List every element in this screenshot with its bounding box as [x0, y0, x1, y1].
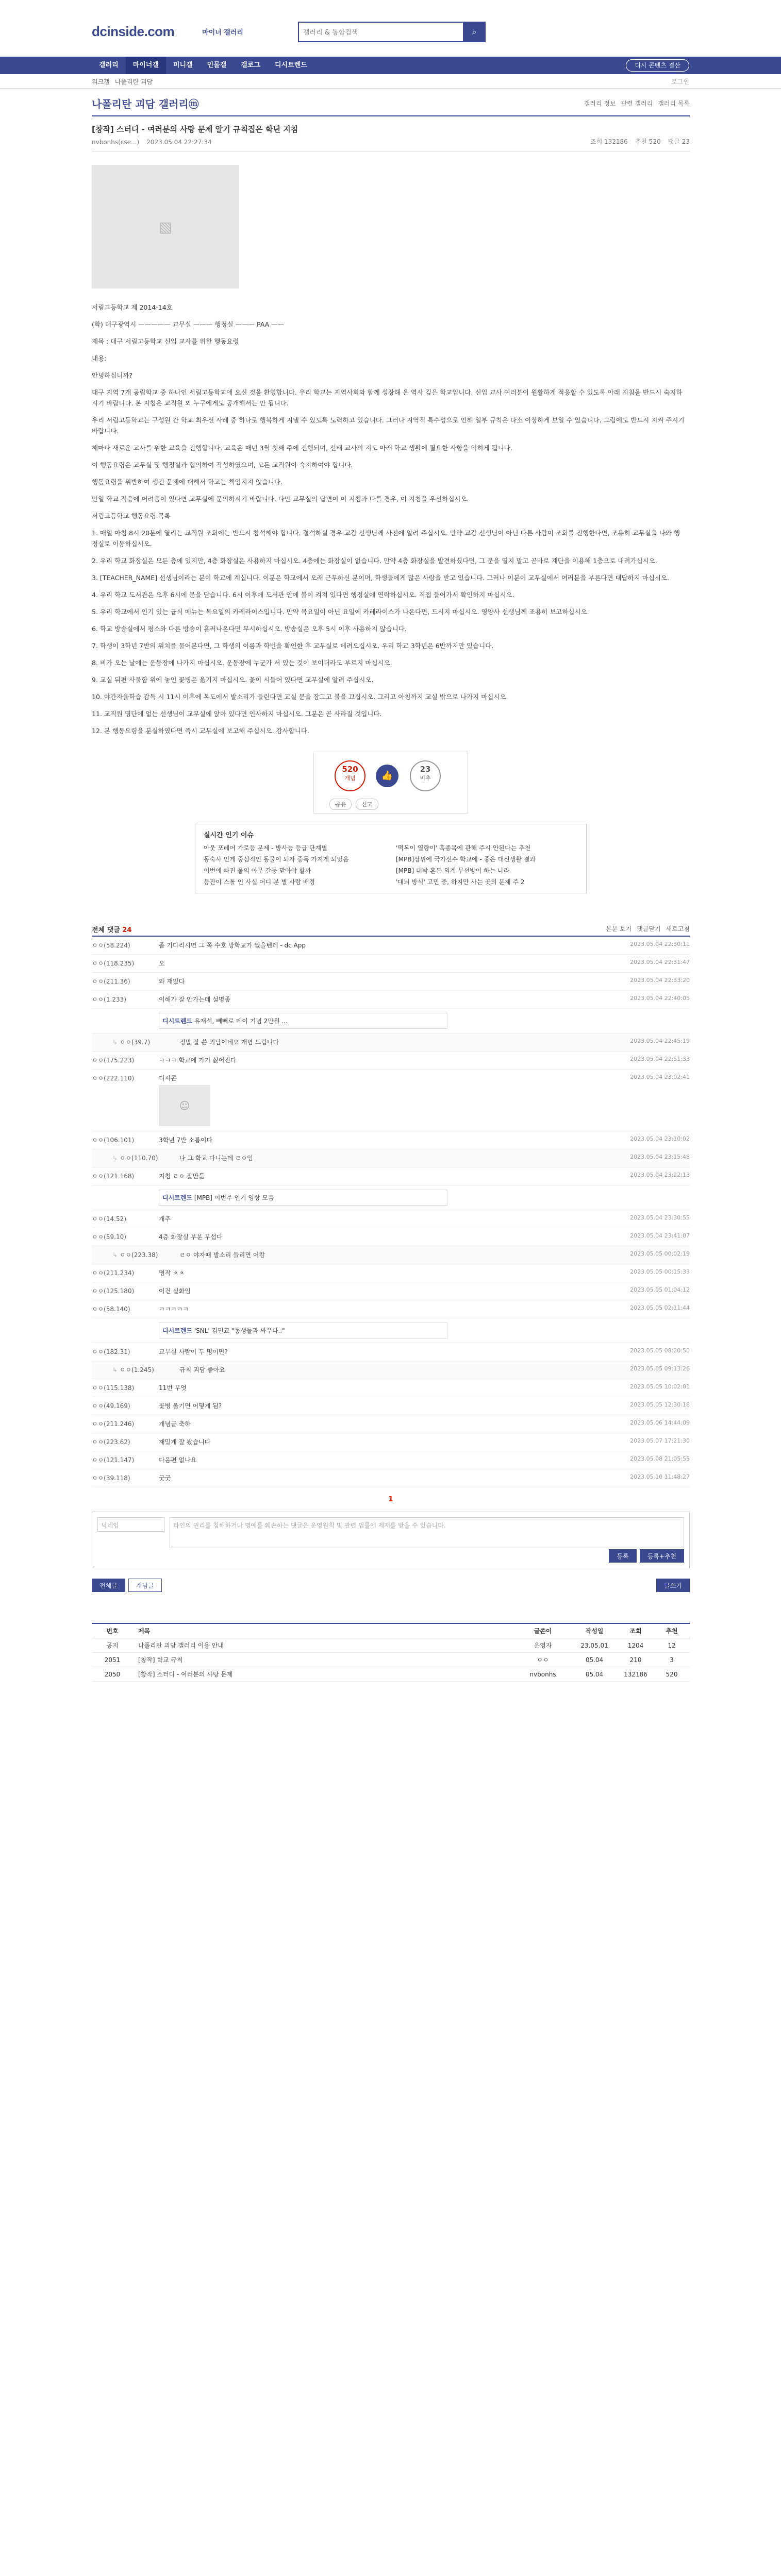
- list-date: 05.04: [585, 1656, 604, 1664]
- comment-nick[interactable]: ㅇㅇ(115.138): [92, 1384, 135, 1392]
- search-icon[interactable]: ⌕: [463, 22, 486, 42]
- trend-ad-card[interactable]: [159, 1190, 447, 1206]
- site-logo[interactable]: dcinside.com: [92, 24, 175, 39]
- list-views: 132186: [624, 1670, 647, 1678]
- sub-nav: [0, 74, 781, 89]
- related-issues: [195, 824, 587, 893]
- trend-ad-card[interactable]: [159, 1323, 447, 1338]
- post-body: [92, 151, 690, 904]
- list-date: 05.04: [585, 1670, 604, 1678]
- comment-text-content: 굿굿: [159, 1475, 171, 1482]
- comment-text: [179, 1250, 607, 1260]
- reco-up-button[interactable]: [335, 760, 365, 791]
- comment-nick[interactable]: ㅇㅇ(182.31): [92, 1348, 130, 1355]
- contents-summary-button[interactable]: 디시 콘텐츠 결산: [626, 59, 689, 72]
- comment-text: [159, 1056, 607, 1065]
- comment-text-content: 재밌게 잘 봤습니다: [159, 1438, 211, 1446]
- comment-text: [159, 1304, 607, 1314]
- post-paragraph: 우리 서림고등학교는 구성원 간 학교 최우선 사례 중 하나로 행복하게 지낼 수 있도록 노력하고 있습니다. 그러나 지역적 특수성으로 인해 일부 규칙은 다소 이상하게 보일 수 있습니다. 그럼에도 반드시 지켜 주시기 바랍니다.: [92, 416, 685, 435]
- comment-row: [92, 1379, 690, 1397]
- comment-text-content: 이건 실화임: [159, 1287, 191, 1295]
- comment-row: [92, 1246, 690, 1264]
- bottom-buttons: [92, 1579, 690, 1592]
- comment-date: 2023.05.06 14:44:09: [630, 1419, 690, 1426]
- logo-sub[interactable]: 마이너 갤러리: [202, 29, 243, 37]
- comment-row: [92, 1167, 690, 1185]
- nav-minor-gallery[interactable]: 마이너갤: [126, 57, 166, 74]
- post-paragraph: 8. 비가 오는 날에는 운동장에 나가지 마십시오. 운동장에 누군가 서 있는 것이 보이더라도 부르지 마십시오.: [92, 659, 392, 667]
- comment-date: 2023.05.05 00:02:19: [630, 1250, 690, 1257]
- comment-nick[interactable]: ㅇㅇ(211.246): [92, 1420, 135, 1428]
- comment-date: 2023.05.04 22:45:19: [630, 1038, 690, 1044]
- top-header: [0, 0, 781, 57]
- post-views: 조회 132186: [590, 138, 628, 145]
- write-button[interactable]: 글쓰기: [656, 1579, 690, 1592]
- comment-row: [92, 1033, 690, 1052]
- comment-date: 2023.05.05 10:02:01: [630, 1383, 690, 1390]
- comment-list: [92, 937, 690, 1487]
- ad-row: [92, 1009, 690, 1033]
- gallery-title[interactable]: 나폴리탄 괴담 갤러리ⓜ: [92, 98, 199, 110]
- reco-up-count: 520: [342, 765, 358, 774]
- comment-text: [159, 1437, 607, 1447]
- comment-nick[interactable]: ㅇㅇ(49.169): [92, 1402, 130, 1410]
- post-paragraph: 행동요령을 위반하여 생긴 문제에 대해서 학교는 책임지지 않습니다.: [92, 478, 283, 486]
- list-no: 2050: [104, 1670, 121, 1678]
- comment-text: [179, 1154, 607, 1163]
- ad-text: 유재석, 빼빼로 데이 기념 2만원 ...: [194, 1018, 288, 1025]
- comment-date: 2023.05.05 09:13:26: [630, 1365, 690, 1372]
- comment-text-content: 지침 ㄹㅇ 잘만듦: [159, 1173, 205, 1180]
- comment-nick[interactable]: ㅇㅇ(14.52): [92, 1215, 126, 1223]
- comment-text-content: 다음편 없나요: [159, 1456, 197, 1464]
- comment-row: [92, 1070, 690, 1131]
- comment-nick[interactable]: ㅇㅇ(121.147): [92, 1456, 135, 1464]
- comment-pager[interactable]: 1: [388, 1496, 393, 1503]
- comment-text: [159, 1419, 607, 1429]
- post-writer[interactable]: nvbonhs(cse...): [92, 139, 140, 146]
- subnav-recent[interactable]: 워크갤: [92, 78, 110, 86]
- list-writer: ㅇㅇ: [537, 1656, 549, 1664]
- list-writer: nvbonhs: [529, 1670, 556, 1678]
- comment-row: [92, 1131, 690, 1149]
- related-title: 실시간 인기 이슈: [204, 832, 254, 839]
- nav-mini-gallery[interactable]: 미니갤: [173, 61, 193, 69]
- comment-nick[interactable]: ㅇㅇ(125.180): [92, 1287, 135, 1295]
- comment-date: 2023.05.04 22:51:33: [630, 1056, 690, 1062]
- list-no: 공지: [106, 1642, 119, 1649]
- comment-text: [159, 995, 607, 1004]
- list-reco: 3: [670, 1656, 674, 1664]
- share-button[interactable]: 공유: [329, 799, 352, 810]
- post-paragraph: 해마다 새로운 교사를 위한 교육을 진행합니다. 교육은 매년 3월 첫째 주에 진행되며, 선배 교사의 지도 아래 학교 생활에 필요한 사항을 익히게 됩니다.: [92, 444, 512, 452]
- gallery-header: [92, 89, 690, 116]
- reco-up-label: 개념: [344, 775, 356, 782]
- related-item[interactable]: [MPB] 대박 혼돈 외계 무선방이 하는 나라: [396, 867, 510, 874]
- list-reco: 12: [668, 1641, 676, 1649]
- comment-text: [179, 1038, 607, 1047]
- dccon-image-icon: ☺: [159, 1085, 210, 1126]
- comment-date: 2023.05.04 22:33:20: [630, 977, 690, 984]
- main-content: [92, 89, 690, 1682]
- post-paragraph: 만일 학교 적응에 어려움이 있다면 교무실에 문의하시기 바랍니다. 다만 교무실의 답변이 이 지침과 다를 경우, 이 지침을 우선하십시오.: [92, 495, 469, 503]
- comment-text: [159, 1074, 607, 1126]
- post-paragraph: 11. 교직원 명단에 없는 선생님이 교무실에 앉아 있다면 인사하지 마십시오. 그분은 곧 사라질 것입니다.: [92, 710, 382, 718]
- list-reco: 520: [666, 1670, 678, 1678]
- list-subject[interactable]: [창작] 스터디 - 여러분의 사탕 문제: [138, 1671, 233, 1678]
- post-reco: 추천 520: [635, 138, 661, 145]
- comment-date: 2023.05.04 23:15:48: [630, 1154, 690, 1160]
- comment-nick[interactable]: ㅇㅇ(39.118): [92, 1475, 130, 1482]
- list-row[interactable]: [92, 1667, 690, 1682]
- post-paragraph: 대구 지역 7개 공립학교 중 하나인 서림고등학교에 오신 것을 환영합니다. 우리 학교는 지역사회와 함께 성장해 온 역사 깊은 학교입니다. 신입 교사 여러분이 원활하게 적응할 수 있도록 아래 지침을 반드시 숙지하시기 바랍니다. 본 지침은 교직원 외 누구에게도 공개해서는 안 됩니다.: [92, 388, 683, 407]
- trend-ad-card[interactable]: [159, 1013, 447, 1029]
- list-rows: [92, 1638, 690, 1682]
- comment-text: [159, 1286, 607, 1296]
- post-list: [92, 1623, 690, 1682]
- nav-dctrend[interactable]: 디시트렌드: [274, 61, 307, 69]
- related-item[interactable]: 동숙사 인게 중심적인 동물이 되자 중독 가지게 되었음: [204, 856, 349, 863]
- comment-nick[interactable]: ↳ ㅇㅇ(1.245): [112, 1365, 179, 1374]
- post-title: [창작] 스터디 - 여러분의 사탕 문제 알기 규칙집은 학년 지침: [92, 125, 298, 134]
- related-item[interactable]: '대뇌 방식' 고민 중, 하지만 사는 곳의 문제 주 2: [396, 878, 525, 886]
- comment-nick[interactable]: ↳ ㅇㅇ(223.38): [112, 1250, 179, 1259]
- list-row[interactable]: [92, 1653, 690, 1667]
- comment-text-content: 개추: [159, 1215, 171, 1223]
- col-reco: 추천: [666, 1628, 678, 1635]
- comment-textarea[interactable]: 타인의 권리를 침해하거나 명예를 훼손하는 댓글은 운영원칙 및 관련 법률에 제재를 받을 수 있습니다.: [170, 1517, 684, 1548]
- comment-row: [92, 1361, 690, 1379]
- search-box: [298, 22, 486, 42]
- ad-tag: 디시트렌드: [162, 1018, 192, 1025]
- refresh-comments-link[interactable]: 새로고침: [666, 925, 690, 933]
- comment-nick[interactable]: ↳ ㅇㅇ(39.7): [112, 1038, 179, 1046]
- comment-text-content: ㅋㅋㅋㅋㅋ: [159, 1306, 189, 1313]
- report-button[interactable]: 신고: [356, 799, 378, 810]
- comment-text-content: 명작 ㅊㅊ: [159, 1269, 185, 1277]
- col-subject: 제목: [138, 1628, 151, 1635]
- comment-text-content: 이해가 잘 안가는데 설명좀: [159, 996, 230, 1003]
- related-item[interactable]: 등잔이 스톨 인 사실 어디 분 별 사람 배경: [204, 878, 315, 886]
- ad-tag: 디시트렌드: [162, 1327, 192, 1334]
- comment-text-content: 4층 화장실 부분 무섭다: [159, 1233, 223, 1241]
- comment-row: [92, 1469, 690, 1487]
- post-date: 2023.05.04 22:27:34: [146, 139, 212, 146]
- post-header: [92, 116, 690, 151]
- comment-row: [92, 955, 690, 973]
- related-item[interactable]: '떡볶이 열량이' 흑종목에 관해 주시 안된다는 추천: [396, 844, 531, 852]
- post-paragraph: 안녕하십니까?: [92, 371, 133, 379]
- main-nav: [0, 57, 781, 74]
- nav-gallery[interactable]: 갤러리: [99, 61, 119, 69]
- subnav-current[interactable]: 나폴리탄 괴담: [114, 78, 153, 86]
- comment-text-content: 꽃병 옮기면 어떻게 됨?: [159, 1402, 222, 1410]
- comment-nick[interactable]: ㅇㅇ(121.168): [92, 1173, 135, 1180]
- comment-row: [92, 1415, 690, 1433]
- post-paragraph: 9. 교실 뒤편 사물함 위에 놓인 꽃병은 옮기지 마십시오. 꽃이 시들어 있다면 교무실에 알려 주십시오.: [92, 676, 374, 684]
- post-paragraph: 내용:: [92, 354, 107, 362]
- login-link[interactable]: 로그인: [671, 78, 689, 86]
- image-placeholder-icon: ▧: [158, 218, 173, 235]
- gallery-info-link[interactable]: 갤러리 정보: [584, 100, 616, 107]
- concept-posts-button[interactable]: 개념글: [128, 1579, 162, 1592]
- comment-text-content: 좀 기다리시면 그 쪽 수호 방학교가 없을텐데 - dc App: [159, 942, 306, 949]
- post-paragraph: 3. [TEACHER_NAME] 선생님이라는 분이 학교에 계십니다. 이분은 학교에서 오래 근무하신 분이며, 학생들에게 많은 사랑을 받고 있습니다. 그러나 이분이 교무실에서 여러분을 부른다면 대답하지 마십시오.: [92, 574, 669, 582]
- col-date: 작성일: [585, 1628, 604, 1635]
- list-row[interactable]: [92, 1638, 690, 1653]
- comment-row: [92, 1300, 690, 1318]
- comment-row: [92, 1210, 690, 1228]
- col-no: 번호: [106, 1628, 119, 1635]
- post-paragraph: 제목 : 대구 서림고등학교 신입 교사를 위한 행동요령: [92, 337, 239, 345]
- comment-date: 2023.05.05 00:15:33: [630, 1268, 690, 1275]
- thumbs-up-icon[interactable]: 👍: [376, 765, 398, 787]
- comment-text-content: ㅋㅋㅋ 학교에 가기 싫어진다: [159, 1057, 237, 1064]
- comment-write-box: [92, 1512, 690, 1568]
- related-item[interactable]: 아웃 포레어 가로등 문제 - 방사능 등급 단계별: [204, 844, 327, 852]
- comment-text: [159, 1473, 607, 1483]
- comment-text-content: 규칙 괴담 좋아요: [179, 1366, 225, 1374]
- ad-text: [MPB] 이번주 인기 영상 모음: [194, 1194, 274, 1201]
- comment-text: [159, 1136, 607, 1145]
- comment-date: 2023.05.04 23:02:41: [630, 1074, 690, 1080]
- comment-text-content: 11번 무엇: [159, 1384, 187, 1392]
- ad-row: [92, 1185, 690, 1210]
- comment-date: 2023.05.05 12:30:18: [630, 1401, 690, 1408]
- post-paragraph: 이 행동요령은 교무실 및 행정실과 협의하여 작성하였으며, 모든 교직원이 숙지하여야 합니다.: [92, 461, 353, 469]
- comment-date: 2023.05.04 23:22:13: [630, 1172, 690, 1178]
- comment-head-label: 전체 댓글: [92, 926, 120, 934]
- list-views: 1204: [627, 1641, 644, 1649]
- comment-row: [92, 1343, 690, 1361]
- post-paragraph: 1. 매일 아침 8시 20분에 열리는 교직원 조회에는 반드시 참석해야 합니다. 결석하실 경우 교감 선생님께 사전에 알려 주십시오. 만약 교감 선생님이 아닌 다른 사람이 조회를 진행한다면, 조용히 교무실을 나와 행정실로 이동하십시오.: [92, 529, 680, 548]
- ad-text: 'SNL' 김민교 "동생들과 싸우다..": [194, 1327, 285, 1334]
- comment-text: [159, 1383, 607, 1393]
- post-paragraphs: [92, 302, 690, 736]
- comment-text-content: 교무실 사람이 두 명이면?: [159, 1348, 228, 1355]
- ad-tag: 디시트렌드: [162, 1194, 192, 1201]
- comment-text: [159, 1455, 607, 1465]
- all-posts-button[interactable]: 전체글: [92, 1579, 125, 1592]
- comment-nick[interactable]: ㅇㅇ(118.235): [92, 960, 135, 967]
- post-paragraph: 2. 우리 학교 화장실은 모든 층에 있지만, 4층 화장실은 사용하지 마십시오. 4층에는 화장실이 없습니다. 만약 4층 화장실을 발견하셨다면, 그 문을 열지 말고 곧바로 계단을 이용해 1층으로 내려가십시오.: [92, 557, 657, 565]
- comment-nick[interactable]: ㅇㅇ(1.233): [92, 996, 126, 1003]
- comment-nick[interactable]: ↳ ㅇㅇ(110.70): [112, 1154, 179, 1162]
- comment-date: 2023.05.10 11:48:27: [630, 1473, 690, 1480]
- post-paragraph: 서림고등학교 제 2014-14호: [92, 303, 173, 311]
- comment-date: 2023.05.04 22:30:11: [630, 941, 690, 947]
- comment-row: [92, 937, 690, 955]
- comment-text-content: 3학년 7반 소름이다: [159, 1137, 213, 1144]
- reco-down-label: 비추: [420, 775, 431, 782]
- comment-date: 2023.05.05 08:20:50: [630, 1347, 690, 1354]
- post-comments-count[interactable]: 댓글 23: [668, 138, 690, 145]
- comment-nick[interactable]: ㅇㅇ(58.224): [92, 942, 130, 949]
- post-image[interactable]: [92, 165, 239, 289]
- comment-text-content: 디시콘: [159, 1075, 177, 1082]
- list-no: 2051: [104, 1656, 121, 1664]
- comment-nick[interactable]: ㅇㅇ(211.234): [92, 1269, 135, 1277]
- post-paragraph: 6. 학교 방송실에서 평소와 다른 방송이 흘러나온다면 무시하십시오. 방송실은 오후 5시 이후 사용하지 않습니다.: [92, 625, 407, 633]
- post-paragraph: 7. 학생이 3학년 7반의 위치를 물어본다면, 그 학생의 이름과 학번을 확인한 후 교무실로 데려오십시오. 우리 학교 3학년은 6반까지만 있습니다.: [92, 642, 494, 650]
- comment-nick[interactable]: ㅇㅇ(106.101): [92, 1137, 135, 1144]
- close-comments-link[interactable]: 댓글닫기: [637, 925, 661, 933]
- comment-text-content: 정말 잘 쓴 괴담이네요 개념 드립니다: [179, 1039, 279, 1046]
- reco-down-count: 23: [420, 765, 431, 774]
- list-writer: 운영자: [534, 1642, 552, 1649]
- comment-count: 24: [122, 926, 132, 934]
- comment-text: [159, 1401, 607, 1411]
- comment-row: [92, 1264, 690, 1282]
- comment-row: [92, 991, 690, 1009]
- post-paragraph: 서림고등학교 행동요령 목록: [92, 512, 171, 520]
- comment-nick[interactable]: ㅇㅇ(211.36): [92, 978, 130, 985]
- comment-text: [179, 1365, 607, 1375]
- post-paragraph: 10. 야간자율학습 감독 시 11시 이후에 복도에서 발소리가 들린다면 교실 문을 잠그고 불을 끄십시오. 그리고 아침까지 교실 밖으로 나가지 마십시오.: [92, 693, 508, 701]
- comment-date: 2023.05.04 22:40:05: [630, 995, 690, 1002]
- comment-nick[interactable]: ㅇㅇ(58.140): [92, 1306, 130, 1313]
- comment-date: 2023.05.05 02:11:44: [630, 1304, 690, 1311]
- comment-submit-reco-button[interactable]: 등록+추천: [640, 1549, 684, 1563]
- comment-header: [92, 919, 690, 937]
- related-list: [204, 842, 578, 888]
- reco-down-button[interactable]: [410, 760, 441, 791]
- comment-row: [92, 1228, 690, 1246]
- comment-text-content: 나 그 학교 다니는데 ㄹㅇ임: [179, 1155, 253, 1162]
- post-paragraph: 5. 우리 학교에서 인기 있는 급식 메뉴는 목요일의 카레라이스입니다. 만약 목요일이 아닌 요일에 카레라이스가 나온다면, 드시지 마십시오. 영양사 선생님께 조용히 보고하십시오.: [92, 608, 589, 616]
- list-views: 210: [629, 1656, 642, 1664]
- col-writer: 글쓴이: [534, 1628, 552, 1635]
- comment-row: [92, 1397, 690, 1415]
- reco-box: [313, 752, 468, 814]
- comment-nick-input[interactable]: 닉네임: [97, 1517, 164, 1532]
- related-gallery-link[interactable]: 관련 갤러리: [621, 100, 653, 107]
- gallery-list-link[interactable]: 갤러리 목록: [658, 100, 690, 107]
- nav-gallog[interactable]: 갤로그: [241, 61, 260, 69]
- view-body-link[interactable]: 본문 보기: [606, 925, 632, 933]
- comment-row: [92, 1052, 690, 1070]
- comment-nick[interactable]: ㅇㅇ(222.110): [92, 1075, 135, 1082]
- comment-row: [92, 1149, 690, 1167]
- comment-text: [159, 941, 607, 950]
- search-input[interactable]: [303, 28, 458, 37]
- comment-text-content: 오: [159, 960, 165, 967]
- comment-date: 2023.05.04 23:10:02: [630, 1136, 690, 1142]
- comment-text: [159, 1268, 607, 1278]
- comment-text: [159, 1172, 607, 1181]
- comment-nick[interactable]: ㅇㅇ(59.10): [92, 1233, 126, 1241]
- post-paragraph: 4. 우리 학교 도서관은 오후 6시에 문을 닫습니다. 6시 이후에 도서관 안에 불이 켜져 있다면 행정실에 연락하십시오. 직접 들어가서 확인하지 마십시오.: [92, 591, 514, 599]
- col-views: 조회: [629, 1628, 642, 1635]
- comment-submit-button[interactable]: 등록: [609, 1549, 636, 1563]
- comment-row: [92, 1451, 690, 1469]
- comment-text: [159, 1347, 607, 1357]
- comment-date: 2023.05.07 17:21:30: [630, 1437, 690, 1444]
- comment-text: [159, 1232, 607, 1242]
- related-item[interactable]: 이번에 빠진 물의 아무 갈등 맡아야 할까: [204, 867, 311, 874]
- comment-date: 2023.05.05 01:04:12: [630, 1286, 690, 1293]
- comment-row: [92, 1282, 690, 1300]
- comment-nick[interactable]: ㅇㅇ(175.223): [92, 1057, 135, 1064]
- comment-text: [159, 977, 607, 986]
- nav-person-gallery[interactable]: 인물갤: [207, 61, 227, 69]
- comment-row: [92, 1433, 690, 1451]
- list-subject[interactable]: [창작] 학교 규칙: [138, 1656, 183, 1664]
- list-subject[interactable]: 나폴리탄 괴담 갤러리 이용 안내: [138, 1642, 224, 1649]
- comment-text: [159, 959, 607, 968]
- comment-date: 2023.05.04 22:31:47: [630, 959, 690, 965]
- post-paragraph: (학) 대구광역시 ————— 교무실 ——— 행정실 ——— PAA ——: [92, 320, 285, 328]
- comment-text-content: 개념글 축하: [159, 1420, 191, 1428]
- list-header: [92, 1623, 690, 1638]
- comment-date: 2023.05.08 21:05:55: [630, 1455, 690, 1462]
- post-paragraph: 12. 본 행동요령을 분실하였다면 즉시 교무실에 보고해 주십시오. 감사합니다.: [92, 727, 309, 735]
- related-item[interactable]: [MPB]상위에 국가선수 학교에 - 좋은 대신생활 결과: [396, 856, 536, 863]
- comment-date: 2023.05.04 23:30:55: [630, 1214, 690, 1221]
- comment-nick[interactable]: ㅇㅇ(223.62): [92, 1438, 130, 1446]
- comment-date: 2023.05.04 23:41:07: [630, 1232, 690, 1239]
- comment-text: [159, 1214, 607, 1224]
- comment-text-content: 와 재밌다: [159, 978, 185, 985]
- comment-text-content: ㄹㅇ 야자때 발소리 들리면 어캄: [179, 1251, 265, 1259]
- list-date: 23.05.01: [580, 1641, 608, 1649]
- comment-row: [92, 973, 690, 991]
- ad-row: [92, 1318, 690, 1343]
